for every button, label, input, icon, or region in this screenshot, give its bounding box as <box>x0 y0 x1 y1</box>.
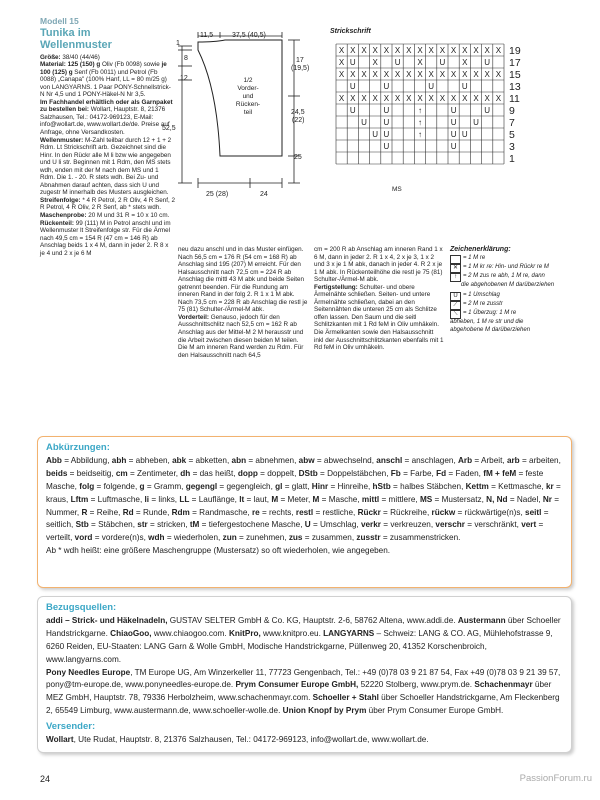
abbrev-term: abh <box>111 455 127 465</box>
abbrev-term: zusstr <box>356 533 381 543</box>
page-number: 24 <box>40 774 51 784</box>
abbrev-definition: = Lauflänge, <box>189 494 240 504</box>
abbrev-definition: = laut, <box>244 494 272 504</box>
chart-symbol: X <box>383 46 390 55</box>
abbrev-term: g <box>139 481 145 491</box>
source-text: KnitPro, <box>228 628 261 638</box>
abbrev-term: Stb <box>75 520 89 530</box>
source-text: Union Knopf by Prym <box>282 706 367 716</box>
source-text: Schachenmayr <box>474 680 533 690</box>
chart-symbol: U <box>383 130 390 139</box>
row-number-label: 3 <box>509 141 515 153</box>
dim-11-5: 11,5 <box>200 32 214 39</box>
abbrev-definition: = Mustersatz, <box>432 494 487 504</box>
abbrev-definition: = Gramm, <box>144 481 186 491</box>
chart-symbol: X <box>372 58 378 67</box>
abbrev-definition: = Arbeit, <box>472 455 507 465</box>
chart-symbol: X <box>473 70 479 79</box>
instructions-column-3: cm = 200 R ab Anschlag am inneren Rand 1 x 6 M, dann in jeder 2. R 1 x 4, 2 x je 3, 1 x 2 und 3 x je 1 M abk, danach in jeder 4. R 2 x je 1 M abk. In Rückenteilhöhe die restl je 75 (81) Schulter-/Ärmel-M abk. Fertigstellung: Schulter- und obere Ärmelnähte schließen. Seiten- und untere Ärmelnähte schließen, dabei an den Seitennähten die unteren 25 cm als Schlitze offen lassen. Den Saum und die seitl Schlitzkanten mit 1 Rd feM in Oliv umhäkeln. Die Ärmelkanten sowie den Halsausschnitt inkl der Ausschnittschlitzkanten ebenfalls mit 1 Rd feM in Oliv umhäkeln. <box>314 246 444 352</box>
abbrev-definition: = rechts, <box>259 507 296 517</box>
schematic-center-label: 1/2 Vorder- und Rücken- teil <box>235 77 261 116</box>
source-text: 2, 65549 Limburg, www.austermann.de, www.schoeller-wolle.de. <box>46 706 283 716</box>
chart-symbol: X <box>439 70 446 79</box>
instructions-column-2: neu dazu anschl und in das Muster einfügen. Nach 56,5 cm = 176 R (54 cm = 168 R) ab Anschlag sind 195 (207) M erreicht. Für den Halsausschnitt nach 72,5 cm = 224 R ab Anschlag die mittl 43 M abk und beide Seiten getrennt beenden. Für die Rundung am inneren Rand in der folg 2. R 1 x 1 M abk. Nach 73,5 cm = 228 R ab Anschlag die restl je 75 (81) Schulter-/Ärmel-M abk. Vorderteil: Genauso, jedoch für den Ausschnittschlitz nach 52,5 cm = 162 R ab Anschlag aus der Mittel-M 2 M herausstr und die Arbeit zwischen diesen beiden M teilen. Die M am inneren Rand werden zu Rdm. Für den Halsausschnitt nach 64,5 <box>178 246 308 359</box>
source-text: 6260 Reiden, EU-Staaten: LANG Garn & Wolle GmbH, Modische Handstrickgarne, Püllenweg 20, 41352 Korschenbroich, www.langyarns.com. <box>46 641 487 664</box>
source-text: LANGYARNS <box>323 628 375 638</box>
chart-symbol: X <box>417 46 423 55</box>
row-number-label: 7 <box>509 117 515 129</box>
abbrev-definition: = wiederholen, <box>164 533 223 543</box>
chart-symbol: X <box>361 70 367 79</box>
chart-symbol: U <box>349 106 356 115</box>
chart-symbol: ↑ <box>418 130 422 139</box>
chart-symbol: U <box>394 58 401 67</box>
abbrev-definition: = vordere(n)s, <box>92 533 149 543</box>
watermark: PassionForum.ru <box>519 773 592 784</box>
abbrev-term: M <box>312 494 320 504</box>
chart-symbol: U <box>450 106 457 115</box>
shop-paragraph: Im Fachhandel erhältlich oder als Garnpaket zu bestellen bei: Wollart, Hauptstr. 8, 21376 Salzhausen, Tel.: 04172-969123, E-Mail: info@wollart.de, www.wollart.de/de. Preise auf Anfrage, ohne Versandkosten. <box>40 98 173 137</box>
chart-symbol: X <box>338 46 345 55</box>
abbrev-term: kr <box>545 481 554 491</box>
ms-label: MS <box>392 186 402 193</box>
chart-symbol: U <box>383 82 390 91</box>
abbrev-term: hStb <box>372 481 391 491</box>
chart-symbol: U <box>473 118 479 127</box>
abbrev-definition: = Masche, <box>319 494 362 504</box>
chart-symbol: X <box>417 58 423 67</box>
chart-symbol: X <box>372 94 378 103</box>
abbrev-definition: = gegengleich, <box>217 481 276 491</box>
abbrev-term: gegengl <box>185 481 218 491</box>
abbrev-term: Rückr <box>357 507 381 517</box>
source-text: www.knitpro.eu. <box>260 628 324 638</box>
chart-symbol: U <box>450 142 457 151</box>
abbrev-term: LL <box>179 494 190 504</box>
chart-symbol: X <box>484 70 490 79</box>
source-text: über <box>532 680 552 690</box>
abbrev-term: cm <box>115 468 128 478</box>
abbreviations-note: Ab * wdh heißt: eine größere Maschengruppe (Mustersatz) so oft wiederholen, wie angegeben. <box>46 546 391 556</box>
abbrev-definition: = feste Masche, <box>46 468 544 491</box>
abbrev-term: M <box>271 494 279 504</box>
symbol-legend: Zeichenerklärung: = 1 M re ✕ = 1 M kr re: Hin- und Rückr re M ↑ = 2 M zus re abh, 1 M re, dann die abgehobenen M darüberziehen U = 1 Umschlag ⟋ = 2 M re zusstr ⟍ = 1 Überzug: 1 M re abheben, 1 M re str und die abgehobene M darüberziehen <box>450 246 555 333</box>
row-number-label: 19 <box>509 45 521 57</box>
abbrev-term: folg <box>79 481 95 491</box>
abbrev-term: Nr <box>542 494 552 504</box>
dim-24: 24 <box>260 191 268 198</box>
abbrev-term: restl <box>295 507 314 517</box>
yarn-over-icon: U <box>450 292 461 301</box>
abbrev-definition: = das heißt, <box>190 468 238 478</box>
abbrev-term: vord <box>74 533 93 543</box>
back-paragraph: Rückenteil: 99 (111) M in Petrol anschl und im Wellenmuster lt Streifenfolge str. Für die Ärmel nach 49,5 cm = 154 R (47 cm = 146 R) ab Anschlag beids 1 x 4 M, dann in jeder 2. R 8 x je 4 und 2 x je 6 M <box>40 219 171 257</box>
dim-17: 17 <box>296 57 304 64</box>
abbrev-definition: = Rückreihe, <box>380 507 432 517</box>
source-text: MEZ GmbH, Hauptstr. 78, 79336 Herbolzheim, www.schachenmayr.com. <box>46 693 313 703</box>
chart-symbol: X <box>406 70 412 79</box>
knit-icon <box>450 255 461 264</box>
dim-25: 25 <box>294 154 302 161</box>
abbrev-definition: = stricken, <box>147 520 190 530</box>
abbrev-term: vert <box>521 520 537 530</box>
abbrev-term: DStb <box>298 468 318 478</box>
source-line <box>46 628 563 641</box>
row-number-label: 17 <box>509 57 521 69</box>
abbrev-term: Arb <box>458 455 473 465</box>
chart-symbol: X <box>338 94 345 103</box>
source-line <box>46 692 563 705</box>
chart-symbol: X <box>350 46 356 55</box>
chart-symbol: U <box>349 82 356 91</box>
chart-symbol: U <box>484 106 491 115</box>
abbrev-term: arb <box>506 455 520 465</box>
abbreviations-box <box>37 436 572 588</box>
chart-symbol: X <box>406 46 412 55</box>
dim-1: 1 <box>176 40 180 47</box>
chart-symbol: U <box>439 58 446 67</box>
chart-symbol: X <box>361 94 367 103</box>
abbrev-definition: = folgende, <box>94 481 140 491</box>
chart-symbol: X <box>439 46 446 55</box>
abbrev-term: zun <box>222 533 237 543</box>
abbrev-definition: = rückwärtige(n)s, <box>455 507 526 517</box>
source-line <box>46 615 563 628</box>
abbrev-definition: = halbes Stäbchen, <box>390 481 466 491</box>
source-text: www.chiaogoo.com. <box>151 628 229 638</box>
abbrev-term: verkr <box>360 520 381 530</box>
abbrev-definition: = links, <box>149 494 180 504</box>
abbrev-definition: = abwechselnd, <box>314 455 377 465</box>
abbrev-definition: = Reihe, <box>87 507 123 517</box>
sources-heading: Bezugsquellen: <box>46 602 117 613</box>
abbrev-definition: = Nadel, <box>507 494 543 504</box>
chart-symbol: U <box>383 118 390 127</box>
abbrev-term: tM <box>189 520 200 530</box>
row-number-label: 1 <box>509 153 515 165</box>
abbrev-definition: = verkreuzen, <box>381 520 436 530</box>
row-number-label: 13 <box>509 81 521 93</box>
chart-symbol: X <box>473 46 479 55</box>
abbrev-term: abw <box>298 455 315 465</box>
chart-symbol: U <box>461 130 468 139</box>
dim-25-28: 25 (28) <box>206 191 229 198</box>
material-paragraph: Material: 125 (150) g Oliv (Fb 0098) sowie je 100 (125) g Senf (Fb 0011) und Petrol (Fb 0088) „Canapa" (100% Hanf, LL = 80 m/25 g) von LANGYARNS. 1 Paar PONY-Schnellstrick-N Nr 4,5 und 1 PONY-Häkel-N Nr 3,5. <box>40 61 171 99</box>
shipper-heading: Versender: <box>46 721 96 733</box>
chart-symbol: U <box>372 130 379 139</box>
abbrev-term: str <box>137 520 148 530</box>
abbrev-term: re <box>251 507 260 517</box>
chart-symbol: U <box>484 58 491 67</box>
source-text: – Schweiz: LANG & CO. AG, Mühlehofstrasse 9, <box>374 628 553 638</box>
source-text: pony@tm-europe.de, www.ponyneedles-europe.de. <box>46 680 236 690</box>
abbrev-term: Rd <box>122 507 134 517</box>
row-number-label: 15 <box>509 69 521 81</box>
model-number: Modell 15 <box>40 16 79 26</box>
abbrev-term: Hinr <box>311 481 329 491</box>
chart-symbol: X <box>338 58 345 67</box>
abbrev-term: Kettm <box>465 481 489 491</box>
strickschrift-chart <box>330 38 530 198</box>
abbrev-term: MS <box>419 494 433 504</box>
source-text: über Prym Consumer Europe GmbH. <box>366 706 504 716</box>
abbrev-term: fM + feM <box>483 468 517 478</box>
abbrev-definition: = Faden, <box>446 468 484 478</box>
source-line <box>46 705 563 718</box>
instructions-column-1 <box>40 18 175 257</box>
abbrev-definition: = zunehmen, <box>236 533 289 543</box>
wave-pattern-paragraph: Wellenmuster: M-Zahl teilbar durch 12 + 1 + 2 Rdm. Lt Strickschrift arb. Gezeichnet sind die Hinr. In den Rückr alle M li bzw wie angegeben und U li str. Beginnen mit 1 Rdm, den MS stets wdh, enden mit der M nach dem MS und 1 Rdm. Die 1. - 20. R stets wdh. Bei Zu- und Abnahmen darauf achten, dass sich U und zugestr M innerhalb des Musters ausgleichen. <box>40 136 172 197</box>
abbrev-term: R <box>81 507 88 517</box>
source-text: Pony Needles Europe <box>46 667 131 677</box>
chart-symbol: X <box>394 46 401 55</box>
abbrev-term: anschl <box>376 455 403 465</box>
abbrev-definition: = zusammenstricken. <box>380 533 461 543</box>
chart-symbol: U <box>450 130 457 139</box>
abbrev-definition: = Meter, <box>278 494 313 504</box>
abbrev-definition: = Stäbchen, <box>88 520 138 530</box>
chart-symbol: X <box>417 94 423 103</box>
source-text: GUSTAV SELTER GmbH & Co. KG, Hauptstr. 2-6, 58762 Altena, www.addi.de. <box>167 615 458 625</box>
abbrev-definition: = Hinreihe, <box>328 481 373 491</box>
abbrev-term: Fd <box>436 468 447 478</box>
chart-symbol: X <box>406 94 412 103</box>
abbrev-term: abk <box>172 455 187 465</box>
abbrev-definition: = Umschlag, <box>310 520 361 530</box>
abbrev-definition: = verteilt, <box>46 520 544 543</box>
chart-symbol: ↑ <box>418 106 422 115</box>
abbrev-term: U <box>304 520 311 530</box>
abbrev-definition: = Farbe, <box>400 468 437 478</box>
chart-symbol: X <box>462 70 468 79</box>
source-text: Austermann <box>457 615 506 625</box>
abbrev-definition: = anschlagen, <box>402 455 458 465</box>
abbrev-definition: = doppelt, <box>257 468 299 478</box>
chart-symbol: X <box>462 94 468 103</box>
chart-symbol: X <box>394 94 401 103</box>
chart-symbol: X <box>361 46 367 55</box>
chart-symbol: X <box>383 94 390 103</box>
abbrev-definition: = Kettmasche, <box>488 481 546 491</box>
abbrev-definition: = seitlich, <box>46 507 549 530</box>
abbrev-definition: = mittlere, <box>379 494 420 504</box>
chart-symbol: X <box>350 94 356 103</box>
source-line <box>46 679 563 692</box>
chart-symbol: X <box>495 46 502 55</box>
chart-symbol: X <box>484 94 490 103</box>
abbrev-term: seitl <box>525 507 542 517</box>
abbreviations-list <box>46 455 563 545</box>
dim-22: (22) <box>292 117 305 124</box>
abbrev-term: Rdm <box>171 507 190 517</box>
cross-stitch-icon: ✕ <box>450 264 461 273</box>
abbrev-definition: = Zentimeter, <box>127 468 181 478</box>
abbrev-term: mittl <box>361 494 380 504</box>
abbrev-definition: = Randmasche, <box>189 507 252 517</box>
abbrev-definition: = abheben, <box>126 455 173 465</box>
chart-symbol: U <box>461 82 468 91</box>
abbrev-definition: = Doppelstäbchen, <box>317 468 391 478</box>
source-text: Prym Consumer Europe GmbH, <box>235 680 359 690</box>
abbrev-term: gl <box>275 481 283 491</box>
source-line <box>46 641 563 667</box>
chart-symbol: U <box>361 118 367 127</box>
abbrev-definition: = verschränkt, <box>464 520 522 530</box>
chart-symbol: X <box>495 94 502 103</box>
chart-symbol: U <box>450 118 457 127</box>
dim-24-5: 24,5 <box>291 109 305 116</box>
chart-symbol: X <box>372 70 378 79</box>
chart-symbol: X <box>495 70 502 79</box>
abbrev-term: Lftm <box>70 494 89 504</box>
dim-37-5: 37,5 (40,5) <box>232 32 266 39</box>
abbrev-definition: = Runde, <box>133 507 172 517</box>
dim-19-5: (19,5) <box>291 65 310 72</box>
chart-symbol: X <box>417 70 423 79</box>
dim-52-5: 52,5 <box>162 125 176 132</box>
size-paragraph: Größe: 38/40 (44/46) <box>40 53 100 61</box>
source-text: 52220 Stolberg, www.prym.de. <box>358 680 475 690</box>
gauge-paragraph: Maschenprobe: 20 M und 31 R = 10 x 10 cm. <box>40 212 170 220</box>
abbrev-definition: = beidseitig, <box>67 468 116 478</box>
source-text: Handstrickgarne. <box>46 628 111 638</box>
k2tog-icon: ⟋ <box>450 301 461 310</box>
chart-symbol: X <box>450 94 457 103</box>
abbrev-term: N, Nd <box>486 494 508 504</box>
abbrev-term: Fb <box>390 468 401 478</box>
abbrev-definition: = zusammen, <box>302 533 357 543</box>
abbrev-definition: = glatt, <box>282 481 312 491</box>
ssk-icon: ⟍ <box>450 310 461 319</box>
abbrev-term: dopp <box>237 468 258 478</box>
chart-symbol: X <box>350 70 356 79</box>
abbrev-term: wdh <box>148 533 165 543</box>
chart-symbol: X <box>428 46 434 55</box>
chart-symbol: X <box>372 46 378 55</box>
abbrev-term: beids <box>46 468 68 478</box>
source-line <box>46 667 563 680</box>
source-text: über Schoeller <box>505 615 561 625</box>
chart-symbol: X <box>462 58 468 67</box>
source-text: addi – Strick- und Häkelnadeln, <box>46 615 168 625</box>
abbrev-term: verschr <box>435 520 465 530</box>
model-title: Tunika im Wellenmuster <box>40 26 112 51</box>
abbrev-term: dh <box>180 468 191 478</box>
stripe-paragraph: Streifenfolge: * 4 R Petrol, 2 R Oliv, 4 R Senf, 2 R Petrol, 4 R Oliv, 2 R Senf, ab * stets wdh. <box>40 196 175 212</box>
abbrev-definition: = abnehmen, <box>246 455 299 465</box>
chart-symbol: X <box>338 70 345 79</box>
chart-symbol: ↑ <box>418 118 422 127</box>
row-number-label: 11 <box>509 93 520 105</box>
abbrev-definition: = Nummer, <box>46 494 559 517</box>
abbrev-definition: = abketten, <box>186 455 232 465</box>
chart-symbol: X <box>394 70 401 79</box>
sources-box <box>37 596 572 753</box>
chart-symbol: X <box>484 46 490 55</box>
source-text: ChiaoGoo, <box>110 628 152 638</box>
chart-symbol: X <box>450 46 457 55</box>
abbrev-term: zus <box>288 533 303 543</box>
abbrev-definition: = arbeiten, <box>519 455 561 465</box>
chart-symbol: X <box>462 46 468 55</box>
abbrev-definition: = Luftmasche, <box>88 494 145 504</box>
abbrev-term: rückw <box>431 507 456 517</box>
dim-12: 12 <box>180 75 188 82</box>
abbrev-term: abn <box>231 455 247 465</box>
abbrev-definition: = Abbildung, <box>61 455 112 465</box>
double-decrease-icon: ↑ <box>450 273 461 282</box>
strickschrift-title: Strickschrift <box>330 28 371 35</box>
chart-symbol: X <box>428 70 434 79</box>
shipper-line: Wollart, Ute Rudat, Hauptstr. 8, 21376 Salzhausen, Tel.: 04172-969123, info@wollart.de, www.wollart.de. <box>46 735 429 745</box>
source-text: über Schoeller Handstrickgarne, Am Fleckenberg <box>378 693 560 703</box>
chart-symbol: U <box>383 106 390 115</box>
abbrev-term: li <box>144 494 150 504</box>
abbrev-definition: = restliche, <box>313 507 358 517</box>
abbrev-definition: = kraus, <box>46 481 561 504</box>
chart-symbol: X <box>473 94 479 103</box>
chart-symbol: U <box>349 58 356 67</box>
abbrev-term: Abb <box>46 455 62 465</box>
chart-symbol: X <box>439 94 446 103</box>
source-text: Schoeller + Stahl <box>312 693 379 703</box>
abbreviations-heading: Abkürzungen: <box>46 442 110 453</box>
dim-8: 8 <box>184 55 188 62</box>
sources-list <box>46 615 563 718</box>
abbrev-definition: = tiefergestochene Masche, <box>199 520 305 530</box>
source-text: , TM Europe UG, Am Winzerkeller 11, 77723 Gengenbach, Tel.: +49 (0)78 03 9 21 87 54, Fax +49 (0)78 03 9 21 39 57, <box>130 667 561 677</box>
chart-symbol: X <box>450 70 457 79</box>
chart-symbol: U <box>383 142 390 151</box>
chart-symbol: X <box>428 94 434 103</box>
row-number-label: 5 <box>509 129 515 141</box>
chart-symbol: U <box>428 82 435 91</box>
row-number-label: 9 <box>509 105 515 117</box>
chart-symbol: X <box>383 70 390 79</box>
abbrev-term: lt <box>239 494 245 504</box>
